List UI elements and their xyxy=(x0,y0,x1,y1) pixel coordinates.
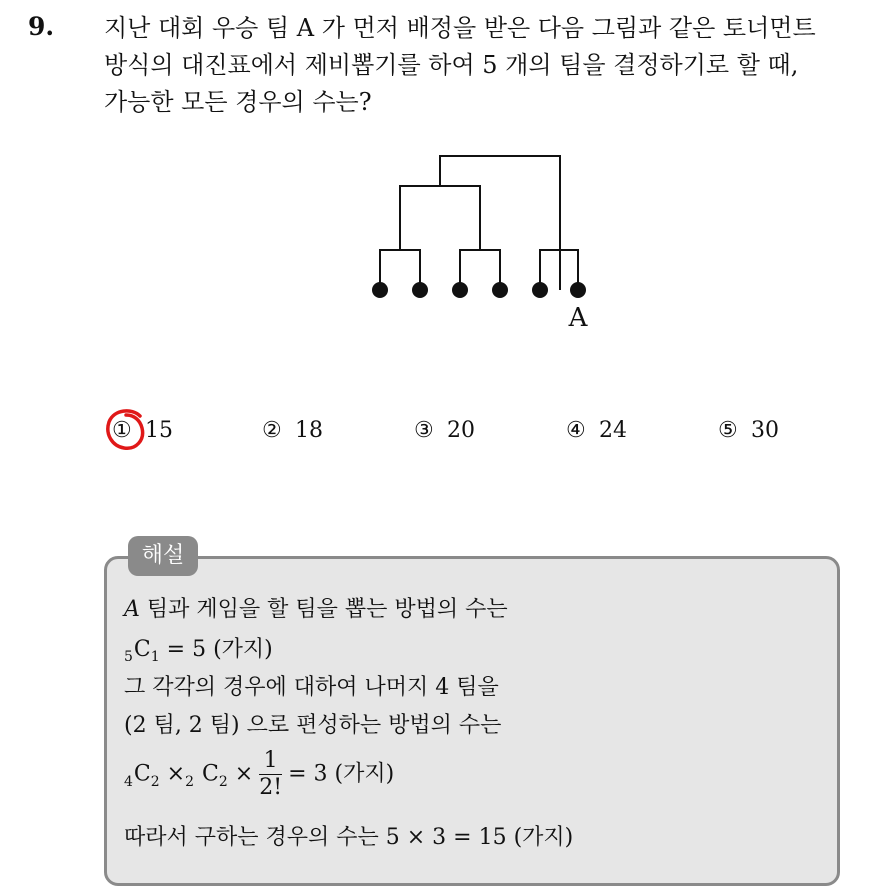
team-node-a xyxy=(570,282,586,298)
choice-1[interactable] xyxy=(112,418,173,443)
question-number: 9. xyxy=(28,12,55,41)
choice-5[interactable] xyxy=(718,418,779,443)
team-node xyxy=(372,282,388,298)
combination-r: 2 xyxy=(150,773,160,790)
choice-1-value: 15 xyxy=(145,418,173,443)
fraction-numerator: 1 xyxy=(259,748,282,775)
combination-c: C xyxy=(133,761,151,787)
explanation-line-1-text: 팀과 게임을 할 팀을 뽑는 방법의 수는 xyxy=(139,597,508,622)
times-sign: × xyxy=(159,761,186,787)
explanation-line-6: 따라서 구하는 경우의 수는 5 × 3 = 15 (가지) xyxy=(124,825,574,850)
choice-2[interactable] xyxy=(262,418,323,443)
question-line-3: 가능한 모든 경우의 수는? xyxy=(104,88,372,116)
combination-c: C xyxy=(195,761,219,787)
team-node xyxy=(452,282,468,298)
question-text xyxy=(104,10,874,121)
combination-n: 4 xyxy=(124,773,133,790)
bracket-line-semi xyxy=(400,186,480,250)
question-line-1: 지난 대회 우승 팀 A 가 먼저 배정을 받은 다음 그림과 같은 토너먼트 xyxy=(104,14,816,42)
question-line-2: 방식의 대진표에서 제비뽑기를 하여 5 개의 팀을 결정하기로 할 때, xyxy=(104,51,799,79)
explanation-line-1 xyxy=(124,592,508,623)
choice-2-value: 18 xyxy=(295,418,323,443)
tournament-bracket xyxy=(360,150,600,340)
team-node xyxy=(412,282,428,298)
times-sign: × xyxy=(227,761,254,787)
choice-4[interactable] xyxy=(566,418,627,443)
choice-4-number: ④ xyxy=(566,418,586,443)
choice-5-number: ⑤ xyxy=(718,418,738,443)
fraction-denominator: 2! xyxy=(259,775,283,800)
explanation-line-5-text: = 3 (가지) xyxy=(288,761,395,787)
bracket-line-pair-2 xyxy=(460,250,500,290)
combination-r: 2 xyxy=(218,773,228,790)
selected-circle-icon xyxy=(104,406,150,454)
team-label-a: A xyxy=(568,303,588,333)
combination-r: 1 xyxy=(150,649,160,665)
explanation-tag: 해설 xyxy=(128,536,198,576)
choice-4-value: 24 xyxy=(599,418,627,443)
fraction xyxy=(259,748,282,801)
team-node xyxy=(492,282,508,298)
explanation-line-4: (2 팀, 2 팀) 으로 편성하는 방법의 수는 xyxy=(124,713,502,738)
choice-3-value: 20 xyxy=(447,418,475,443)
choice-2-number: ② xyxy=(262,418,282,443)
team-node xyxy=(532,282,548,298)
explanation-line-3: 그 각각의 경우에 대하여 나머지 4 팀을 xyxy=(124,675,499,700)
choice-3-number: ③ xyxy=(414,418,434,443)
explanation-line-2-text: = 5 (가지) xyxy=(159,637,273,662)
combination-c: C xyxy=(133,637,151,662)
explanation-line-2 xyxy=(124,632,273,663)
choice-1-number: ① xyxy=(112,418,132,443)
bracket-line-pair-1 xyxy=(380,250,420,290)
team-a-italic: A xyxy=(124,597,140,622)
explanation-line-5 xyxy=(124,748,394,801)
choice-3[interactable] xyxy=(414,418,475,443)
combination-n: 5 xyxy=(124,649,133,665)
choice-5-value: 30 xyxy=(751,418,779,443)
combination-n: 2 xyxy=(185,773,195,790)
answer-choices xyxy=(0,418,884,458)
